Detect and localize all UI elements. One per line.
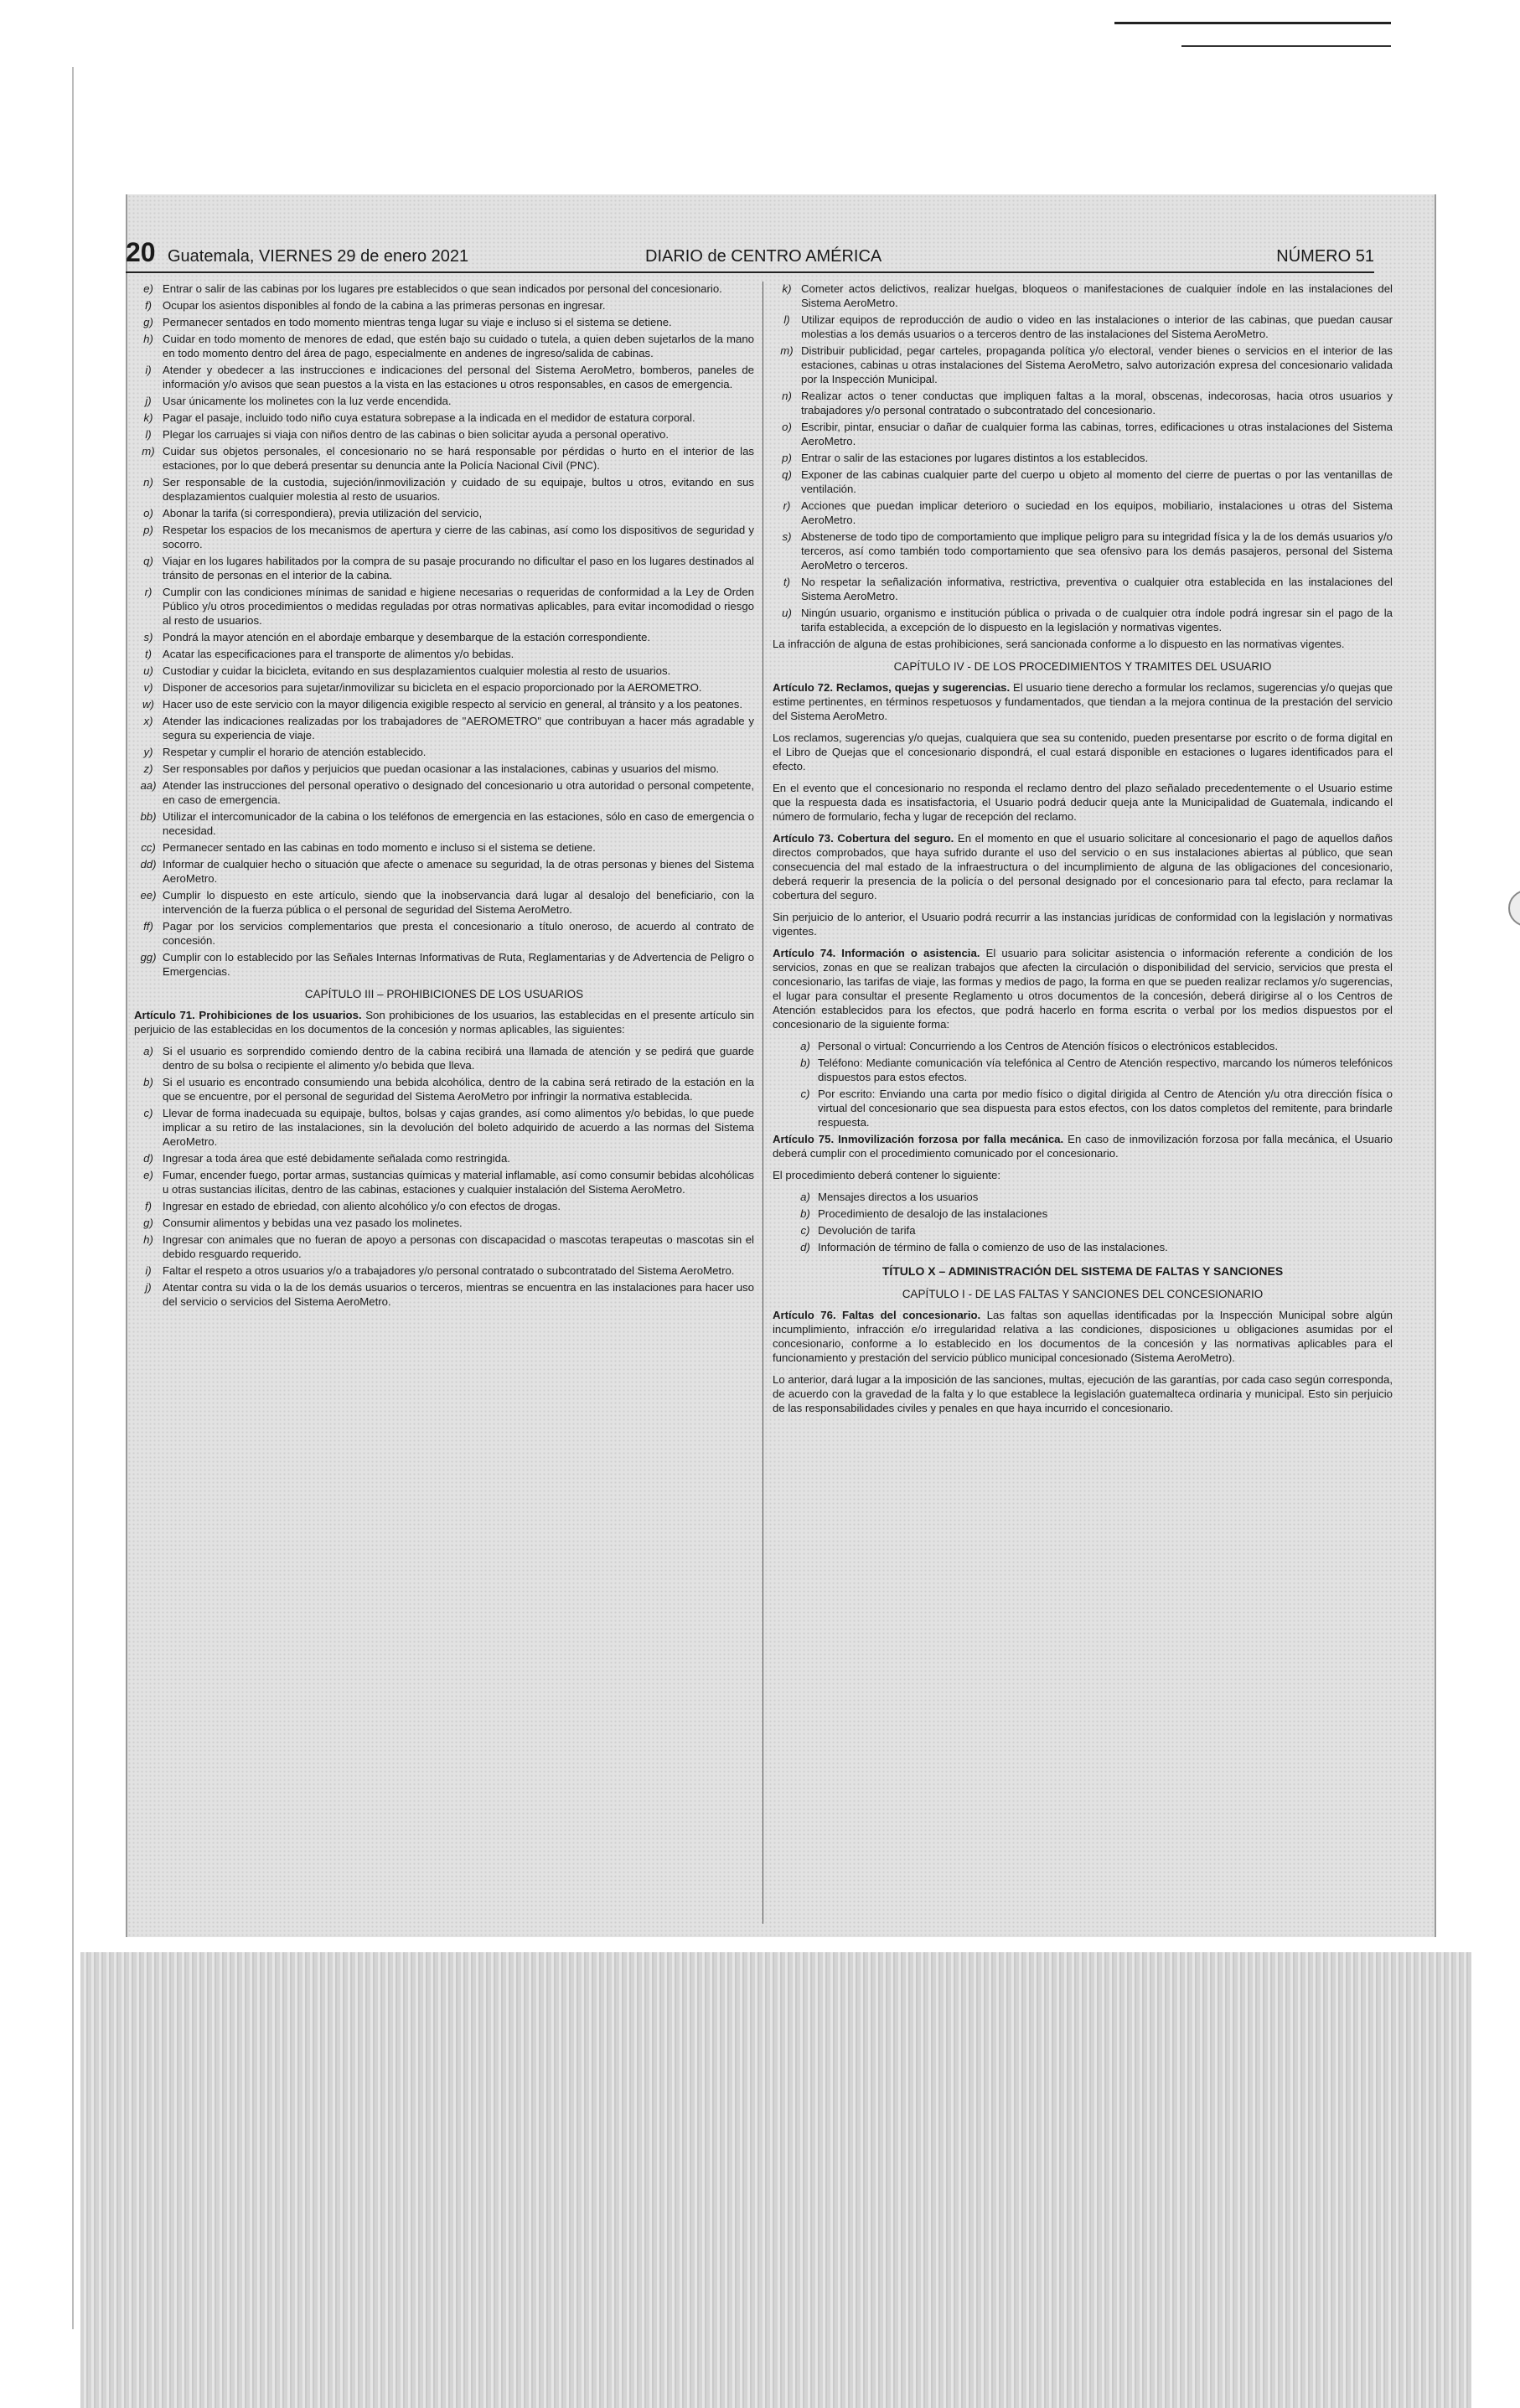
item-text: Hacer uso de este servicio con la mayor diligencia exigible respecto al servicio en general, al tránsito y a los peatones. <box>163 698 742 711</box>
item-label: cc) <box>141 841 156 854</box>
item-text: Realizar actos o tener conductas que impliquen faltas a la moral, obscenas, indecorosas, hacia otros usuarios y trabajadores y/o personal contratado o subcontratado del concesionario. <box>801 390 1393 416</box>
item-text: Cumplir con lo establecido por las Señales Internas Informativas de Ruta, Reglamentarias y de Advertencia de Peligro o Emergencias. <box>163 951 754 978</box>
list-item <box>793 1039 1393 1053</box>
item-label: b) <box>143 1076 153 1088</box>
article-title: Artículo 74. Información o asistencia. <box>773 947 980 959</box>
item-label: j) <box>145 1281 152 1294</box>
item-label: u) <box>782 607 792 619</box>
list-item <box>134 298 754 313</box>
item-text: Consumir alimentos y bebidas una vez pasado los molinetes. <box>163 1217 463 1229</box>
list-item <box>134 411 754 425</box>
item-text: Atender las instrucciones del personal operativo o designado del concesionario u otra autoridad o personal competente, en caso de emergencia. <box>163 779 754 806</box>
article-74 <box>773 946 1393 1031</box>
item-text: Exponer de las cabinas cualquier parte del cuerpo u objeto al momento del cierre de puertas o por las ventanillas de ventilación. <box>801 468 1393 495</box>
issue-number: NÚMERO 51 <box>1276 247 1374 266</box>
list-item <box>134 680 754 695</box>
item-label: h) <box>143 1233 153 1246</box>
list-item <box>793 1207 1393 1221</box>
chapter-heading: CAPÍTULO III – PROHIBICIONES DE LOS USUARIOS <box>304 988 584 1000</box>
list-item <box>134 1044 754 1072</box>
item-label: c) <box>143 1107 153 1119</box>
item-label: l) <box>145 428 152 441</box>
list-item <box>134 1151 754 1165</box>
list-item <box>773 468 1393 496</box>
list-item <box>773 389 1393 417</box>
item-text: Cuidar sus objetos personales, el concesionario no se hará responsable por pérdidas o hurto en el interior de las estaciones, por lo que deberá presentar su denuncia ante la Policía Nacional Civil (PNC). <box>163 445 754 472</box>
list-item <box>134 664 754 678</box>
list-item <box>134 950 754 979</box>
item-text: Entrar o salir de las estaciones por lugares distintos a los establecidos. <box>801 452 1149 464</box>
item-text: Informar de cualquier hecho o situación que afecte o amenace su seguridad, la de otras personas y bienes del Sistema AeroMetro. <box>163 858 754 885</box>
list-item <box>773 313 1393 341</box>
punch-hole-mark <box>1508 890 1520 927</box>
prohibitions-list-cont <box>773 282 1393 634</box>
list-item <box>793 1056 1393 1084</box>
list-item <box>134 762 754 776</box>
list-item <box>134 1263 754 1278</box>
list-item <box>134 1199 754 1213</box>
item-label: x) <box>143 715 153 727</box>
list-item <box>134 523 754 551</box>
item-text: Ingresar con animales que no fueran de apoyo a personas con discapacidad o mascotas terapeutas o mascotas sin el debido resguardo requerido. <box>163 1233 754 1260</box>
item-label: e) <box>143 282 153 295</box>
article-title: Artículo 72. Reclamos, quejas y sugerencias. <box>773 681 1011 694</box>
item-label: b) <box>800 1057 810 1069</box>
list-item <box>773 530 1393 572</box>
item-label: k) <box>782 282 792 295</box>
item-text: Pondrá la mayor atención en el abordaje embarque y desembarque de la estación correspondiente. <box>163 631 651 643</box>
paragraph: En el evento que el concesionario no responda el reclamo dentro del plazo señalado precedentemente o el Usuario estime que la respuesta dada es insatisfactoria, el Usuario podrá deducir queja ante la Municipalidad de Guatemala, indicando el número de formulario, fecha y lugar de recepción del reclamo. <box>773 782 1393 823</box>
item-label: m) <box>780 344 794 357</box>
article-title: Artículo 71. Prohibiciones de los usuarios. <box>134 1009 362 1021</box>
item-label: s) <box>143 631 153 643</box>
left-column <box>134 282 754 1311</box>
prohibitions-list <box>134 1044 754 1309</box>
paragraph: Lo anterior, dará lugar a la imposición de las sanciones, multas, ejecución de las garantías, por cada caso según corresponda, de acuerdo con la gravedad de la falta y lo que establece la legislación guatemalteca ordinaria y municipal. Esto sin perjuicio de las responsabilidades civiles y penales en que haya incurrido el concesionario. <box>773 1373 1393 1414</box>
item-label: v) <box>143 681 153 694</box>
list-item <box>134 714 754 742</box>
item-text: Pagar el pasaje, incluido todo niño cuya estatura sobrepase a la indicada en el medidor de estatura corporal. <box>163 411 695 424</box>
item-text: Cometer actos delictivos, realizar huelgas, bloqueos o manifestaciones de cualquier índole en las instalaciones del Sistema AeroMetro. <box>801 282 1393 309</box>
paragraph: Sin perjuicio de lo anterior, el Usuario podrá recurrir a las instancias jurídicas de conformidad con la legislación y normativas vigentes. <box>773 911 1393 938</box>
article-title: Artículo 75. Inmovilización forzosa por falla mecánica. <box>773 1133 1064 1145</box>
item-label: w) <box>142 698 154 711</box>
item-label: l) <box>783 313 790 326</box>
item-label: t) <box>783 576 791 588</box>
item-label: a) <box>143 1045 153 1057</box>
item-text: Fumar, encender fuego, portar armas, sustancias químicas y material inflamable, así como consumir bebidas alcohólicas u otras sustancias ilícitas, dentro de las cabinas, estaciones y cualquier instalación del Sistema AeroMetro. <box>163 1169 754 1196</box>
item-text: Información de término de falla o comienzo de uso de las instalaciones. <box>818 1241 1168 1253</box>
item-text: Atentar contra su vida o la de los demás usuarios o terceros, mientras se encuentra en las instalaciones para hacer uso del servicio o servicios del Sistema AeroMetro. <box>163 1281 754 1308</box>
list-item <box>134 840 754 855</box>
item-label: r) <box>783 499 791 512</box>
item-text: Respetar y cumplir el horario de atención establecido. <box>163 746 427 758</box>
item-text: Cumplir con las condiciones mínimas de sanidad e higiene necesarias o requeridas de conformidad a la Ley de Orden Público y/u otros procedimientos o medidas reguladas por otras normativas aplicables, para evitar incomodidad o riesgo al resto de usuarios. <box>163 586 754 627</box>
item-label: t) <box>144 648 153 660</box>
list-item <box>134 1280 754 1309</box>
list-item <box>773 575 1393 603</box>
item-text: Acatar las especificaciones para el transporte de alimentos y/o bebidas. <box>163 648 514 660</box>
item-label: m) <box>142 445 155 457</box>
item-label: u) <box>143 664 153 677</box>
item-label: p) <box>143 524 153 536</box>
article-76 <box>773 1308 1393 1365</box>
article-71 <box>134 1008 754 1036</box>
article-72 <box>773 680 1393 723</box>
item-label: n) <box>782 390 792 402</box>
item-label: aa) <box>140 779 157 792</box>
item-text: Por escrito: Enviando una carta por medio físico o digital dirigida al Centro de Atención y/u otra dirección física o virtual del concesionario que sea dispuesta para estos efectos, con los datos completos del remitente, para brindarle respuesta. <box>818 1088 1393 1129</box>
item-label: b) <box>800 1207 810 1220</box>
list-item <box>793 1240 1393 1254</box>
procedure-list <box>773 1190 1393 1254</box>
item-label: c) <box>800 1088 810 1100</box>
item-text: Utilizar el intercomunicador de la cabina o los teléfonos de emergencia en las estaciones, sólo en caso de emergencia o necesidad. <box>163 810 754 837</box>
list-item <box>134 1216 754 1230</box>
item-text: Entrar o salir de las cabinas por los lugares pre establecidos o que sean indicados por personal del concesionario. <box>163 282 722 295</box>
list-item <box>134 282 754 296</box>
scan-edge-line <box>72 67 74 2329</box>
item-label: e) <box>143 1169 153 1181</box>
item-text: Atender las indicaciones realizadas por los trabajadores de "AEROMETRO" que contribuyan a hacer más agradable y segura su experiencia de viaje. <box>163 715 754 742</box>
item-label: i) <box>145 1264 152 1277</box>
list-item <box>773 344 1393 386</box>
item-text: Ningún usuario, organismo e institución pública o privada o de cualquier otra índole podrá ingresar sin el pago de la tarifa establecida, a excepción de lo dispuesto en la legislación y normativas vigentes. <box>801 607 1393 633</box>
newspaper-name: DIARIO de CENTRO AMÉRICA <box>645 247 882 266</box>
title-heading: TÍTULO X – ADMINISTRACIÓN DEL SISTEMA DE FALTAS Y SANCIONES <box>881 1264 1284 1278</box>
item-text: Pagar por los servicios complementarios que presta el concesionario a título oneroso, de acuerdo al contrato de concesión. <box>163 920 754 947</box>
list-item <box>793 1087 1393 1129</box>
article-75 <box>773 1132 1393 1160</box>
item-text: Teléfono: Mediante comunicación vía telefónica al Centro de Atención respectivo, marcando los números telefónicos dispuestos para estos efectos. <box>818 1057 1393 1083</box>
item-text: Ser responsable de la custodia, sujeción/inmovilización y cuidado de su equipaje, bultos u otros, evitando en sus desplazamientos cualquier molestia al resto de usuarios. <box>163 476 754 503</box>
item-label: i) <box>145 364 152 376</box>
item-label: gg) <box>140 951 157 964</box>
article-text: El usuario para solicitar asistencia o información referente a condición de los servicios, zonas en que se realizan trabajos que afecten la circulación o disponibilidad del servicio, servicios que presta el concesionario, las tarifas de viaje, las formas y medios de pago, la forma en que se pueden realizar reclamos y/o sugerencias, el lugar para consultar el presente Reglamento u otros documentos de la concesión, deberá dirigirse al o los Centros de Atención establecidos para los efectos, que podrá hacerlo en forma escrita o verbal por los medios dispuestos por el concesionario de la siguiente forma: <box>773 947 1393 1031</box>
obligations-list <box>134 282 754 979</box>
list-item <box>134 697 754 711</box>
top-rule <box>1114 22 1391 24</box>
item-label: g) <box>143 316 153 328</box>
list-item <box>134 778 754 807</box>
item-text: Respetar los espacios de los mecanismos de apertura y cierre de las cabinas, así como los dispositivos de seguridad y socorro. <box>163 524 754 550</box>
item-label: n) <box>143 476 153 488</box>
item-text: Atender y obedecer a las instrucciones e indicaciones del personal del Sistema AeroMetro, bomberos, paneles de información y/o avisos que sean puestos a la vista en las estaciones u otros responsables, en casos de emergencia. <box>163 364 754 390</box>
item-text: Viajar en los lugares habilitados por la compra de su pasaje procurando no dificultar el paso en los lugares destinados al tránsito de personas en el interior de la cabina. <box>163 555 754 581</box>
top-rule-short <box>1181 45 1391 47</box>
article-title: Artículo 73. Cobertura del seguro. <box>773 832 954 845</box>
item-text: Acciones que puedan implicar deterioro o suciedad en los equipos, mobiliario, instalaciones u otras del Sistema AeroMetro. <box>801 499 1393 526</box>
page-number: 20 <box>126 237 156 267</box>
item-label: q) <box>782 468 792 481</box>
article-text: En caso de inmovilización forzosa por falla mecánica, el Usuario deberá cumplir con el procedimiento comunicado por el concesionario. <box>773 1133 1393 1160</box>
article-text: En el momento en que el usuario solicitare al concesionario el pago de aquellos daños directos comprobados, que haya sufrido durante el uso del servicio o en sus instalaciones abiertas al público, que sean consecuencia del mal estado de la infraestructura o del incumplimiento de alguna de las obligaciones del concesionario, deberá requerir la presencia de la policía o del personal designado por el concesionario para tal efecto, para reclamar la cobertura del seguro. <box>773 832 1393 902</box>
item-label: o) <box>143 507 153 519</box>
list-item <box>134 332 754 360</box>
list-item <box>134 1168 754 1196</box>
contact-methods-list <box>773 1039 1393 1129</box>
list-item <box>134 857 754 886</box>
item-text: Ser responsables por daños y perjuicios que puedan ocasionar a las instalaciones, cabinas y usuarios del mismo. <box>163 762 720 775</box>
item-label: d) <box>800 1241 810 1253</box>
list-item <box>134 427 754 442</box>
right-column <box>773 282 1393 1423</box>
item-label: d) <box>143 1152 153 1165</box>
paragraph: El procedimiento deberá contener lo siguiente: <box>773 1169 1000 1181</box>
paragraph: Los reclamos, sugerencias y/o quejas, cualquiera que sea su contenido, pueden presentarse por escrito o de forma digital en el Libro de Quejas que el concesionario dispondrá, el cual estará disponible en estaciones o lugares identificados para el efecto. <box>773 731 1393 773</box>
item-text: Ingresar en estado de ebriedad, con aliento alcohólico y/o con efectos de drogas. <box>163 1200 561 1212</box>
item-text: Disponer de accesorios para sujetar/inmovilizar su bicicleta en el espacio proporcionado por la AEROMETRO. <box>163 681 702 694</box>
item-text: Personal o virtual: Concurriendo a los Centros de Atención físicos o electrónicos establecidos. <box>818 1040 1279 1052</box>
list-item <box>134 888 754 917</box>
list-item <box>134 809 754 838</box>
scan-blank-area <box>80 1952 1471 2408</box>
article-text: El usuario tiene derecho a formular los reclamos, sugerencias y/o quejas que estime pertinentes, en términos respetuosos y fundamentados, que tiendan a la mejora continua de la prestación del servicio del Sistema AeroMetro. <box>773 681 1393 722</box>
item-text: Permanecer sentado en las cabinas en todo momento e incluso si el sistema se detiene. <box>163 841 596 854</box>
item-label: g) <box>143 1217 153 1229</box>
item-label: a) <box>800 1040 810 1052</box>
item-label: j) <box>145 395 152 407</box>
list-item <box>134 630 754 644</box>
item-text: Procedimiento de desalojo de las instalaciones <box>818 1207 1048 1220</box>
list-item <box>773 420 1393 448</box>
list-item <box>134 1075 754 1103</box>
article-title: Artículo 76. Faltas del concesionario. <box>773 1309 981 1321</box>
item-label: y) <box>143 746 153 758</box>
list-item <box>134 1106 754 1149</box>
item-label: k) <box>143 411 153 424</box>
item-text: Mensajes directos a los usuarios <box>818 1191 979 1203</box>
item-text: Devolución de tarifa <box>818 1224 916 1237</box>
item-text: Llevar de forma inadecuada su equipaje, bultos, bolsas y cajas grandes, así como alimentos y/o bebidas, lo que puede implicar a su retiro de las instalaciones, sin la devolución del boleto adquirido de acuerdo a las normas del Sistema AeroMetro. <box>163 1107 754 1148</box>
list-item <box>773 282 1393 310</box>
article-text: Son prohibiciones de los usuarios, las establecidas en el presente artículo sin perjuicio de las establecidas en los documentos de la concesión y normas aplicables, las siguientes: <box>134 1009 754 1036</box>
list-item <box>773 451 1393 465</box>
list-item <box>773 606 1393 634</box>
list-item <box>793 1190 1393 1204</box>
list-item <box>134 444 754 473</box>
item-text: Abstenerse de todo tipo de comportamiento que implique peligro para su integridad física y la de los demás usuarios y/o terceros, así como también todo comportamiento que sea ofensivo para los demás pasajeros, personal del Sistema AeroMetro o terceros. <box>801 530 1393 571</box>
item-label: q) <box>143 555 153 567</box>
list-item <box>134 554 754 582</box>
item-text: Cumplir lo dispuesto en este artículo, siendo que la inobservancia dará lugar al desalojo del beneficiario, con la intervención de la fuerza pública o el personal de seguridad del Sistema AeroMetro. <box>163 889 754 916</box>
page-header <box>126 237 1374 273</box>
item-label: ee) <box>140 889 157 902</box>
item-label: f) <box>144 1200 153 1212</box>
item-label: c) <box>800 1224 810 1237</box>
item-label: h) <box>143 333 153 345</box>
item-text: Distribuir publicidad, pegar carteles, propaganda política y/o electoral, vender bienes o servicios en el interior de las estaciones, cabinas u otras instalaciones del Sistema AeroMetro, salvo autorización expresa del concesionario validada por la Inspección Municipal. <box>801 344 1393 385</box>
list-item <box>134 1232 754 1261</box>
item-label: r) <box>144 586 153 598</box>
item-text: Abonar la tarifa (si correspondiera), previa utilización del servicio, <box>163 507 483 519</box>
item-text: Utilizar equipos de reproducción de audio o video en las instalaciones o interior de las cabinas, que puedan causar molestias a los demás usuarios o a terceros dentro de las instalaciones del Sistema AeroMetro. <box>801 313 1393 340</box>
infraction-note: La infracción de alguna de estas prohibiciones, será sancionada conforme a lo dispuesto en las normativas vigentes. <box>773 638 1345 650</box>
chapter-heading: CAPÍTULO I - DE LAS FALTAS Y SANCIONES DEL CONCESIONARIO <box>902 1288 1264 1300</box>
list-item <box>773 499 1393 527</box>
list-item <box>134 475 754 504</box>
list-item <box>134 585 754 628</box>
article-73 <box>773 831 1393 902</box>
list-item <box>134 919 754 948</box>
item-text: Usar únicamente los molinetes con la luz verde encendida. <box>163 395 452 407</box>
item-label: z) <box>143 762 153 775</box>
list-item <box>134 363 754 391</box>
item-label: dd) <box>140 858 157 871</box>
header-date: Guatemala, VIERNES 29 de enero 2021 <box>168 247 469 266</box>
item-text: Permanecer sentados en todo momento mientras tenga lugar su viaje e incluso si el sistema se detiene. <box>163 316 672 328</box>
item-label: p) <box>782 452 792 464</box>
item-text: Ocupar los asientos disponibles al fondo de la cabina a las primeras personas en ingresar. <box>163 299 606 312</box>
list-item <box>134 647 754 661</box>
item-text: Si el usuario es sorprendido comiendo dentro de la cabina recibirá una llamada de atención y se pedirá que guarde dentro de su bolsa o recipiente el alimento y/o bebida que lleva. <box>163 1045 754 1072</box>
item-label: ff) <box>143 920 153 933</box>
chapter-heading: CAPÍTULO IV - DE LOS PROCEDIMIENTOS Y TRAMITES DEL USUARIO <box>893 660 1272 673</box>
item-text: Escribir, pintar, ensuciar o dañar de cualquier forma las cabinas, torres, edificaciones u otras instalaciones del Sistema AeroMetro. <box>801 421 1393 447</box>
item-text: Plegar los carruajes si viaja con niños dentro de las cabinas o bien solicitar ayuda a personal operativo. <box>163 428 670 441</box>
item-label: bb) <box>140 810 157 823</box>
item-text: Si el usuario es encontrado consumiendo una bebida alcohólica, dentro de la cabina será retirado de la estación en la que se encuentre, por el personal de seguridad del Sistema AeroMetro por infringir la normativa establecida. <box>163 1076 754 1103</box>
item-label: o) <box>782 421 792 433</box>
item-text: Cuidar en todo momento de menores de edad, que estén bajo su cuidado o tutela, a quien deben sujetarlos de la mano en todo momento dentro del área de pago, especialmente en andenes de ingreso/salida de cabinas. <box>163 333 754 359</box>
item-text: Custodiar y cuidar la bicicleta, evitando en sus desplazamientos cualquier molestia al resto de usuarios. <box>163 664 671 677</box>
item-text: No respetar la señalización informativa, restrictiva, preventiva o cualquier otra establecida en las instalaciones del Sistema AeroMetro. <box>801 576 1393 602</box>
item-label: a) <box>800 1191 810 1203</box>
list-item <box>134 315 754 329</box>
list-item <box>134 745 754 759</box>
article-text: Las faltas son aquellas identificadas por la Inspección Municipal sobre algún incumplimiento, infracción e/o irregularidad relativa a las condiciones, disposiciones u obligaciones asumidas por el concesionario, conforme a lo establecido en los documentos de la concesión y las normativas aplicables para el funcionamiento y prestación del servicio público municipal concesionado (Sistema AeroMetro). <box>773 1309 1393 1364</box>
item-text: Faltar el respeto a otros usuarios y/o a trabajadores y/o personal contratado o subcontratado del Sistema AeroMetro. <box>163 1264 735 1277</box>
item-label: f) <box>144 299 153 312</box>
list-item <box>793 1223 1393 1238</box>
item-text: Ingresar a toda área que esté debidamente señalada como restringida. <box>163 1152 510 1165</box>
list-item <box>134 394 754 408</box>
item-label: s) <box>782 530 792 543</box>
list-item <box>134 506 754 520</box>
